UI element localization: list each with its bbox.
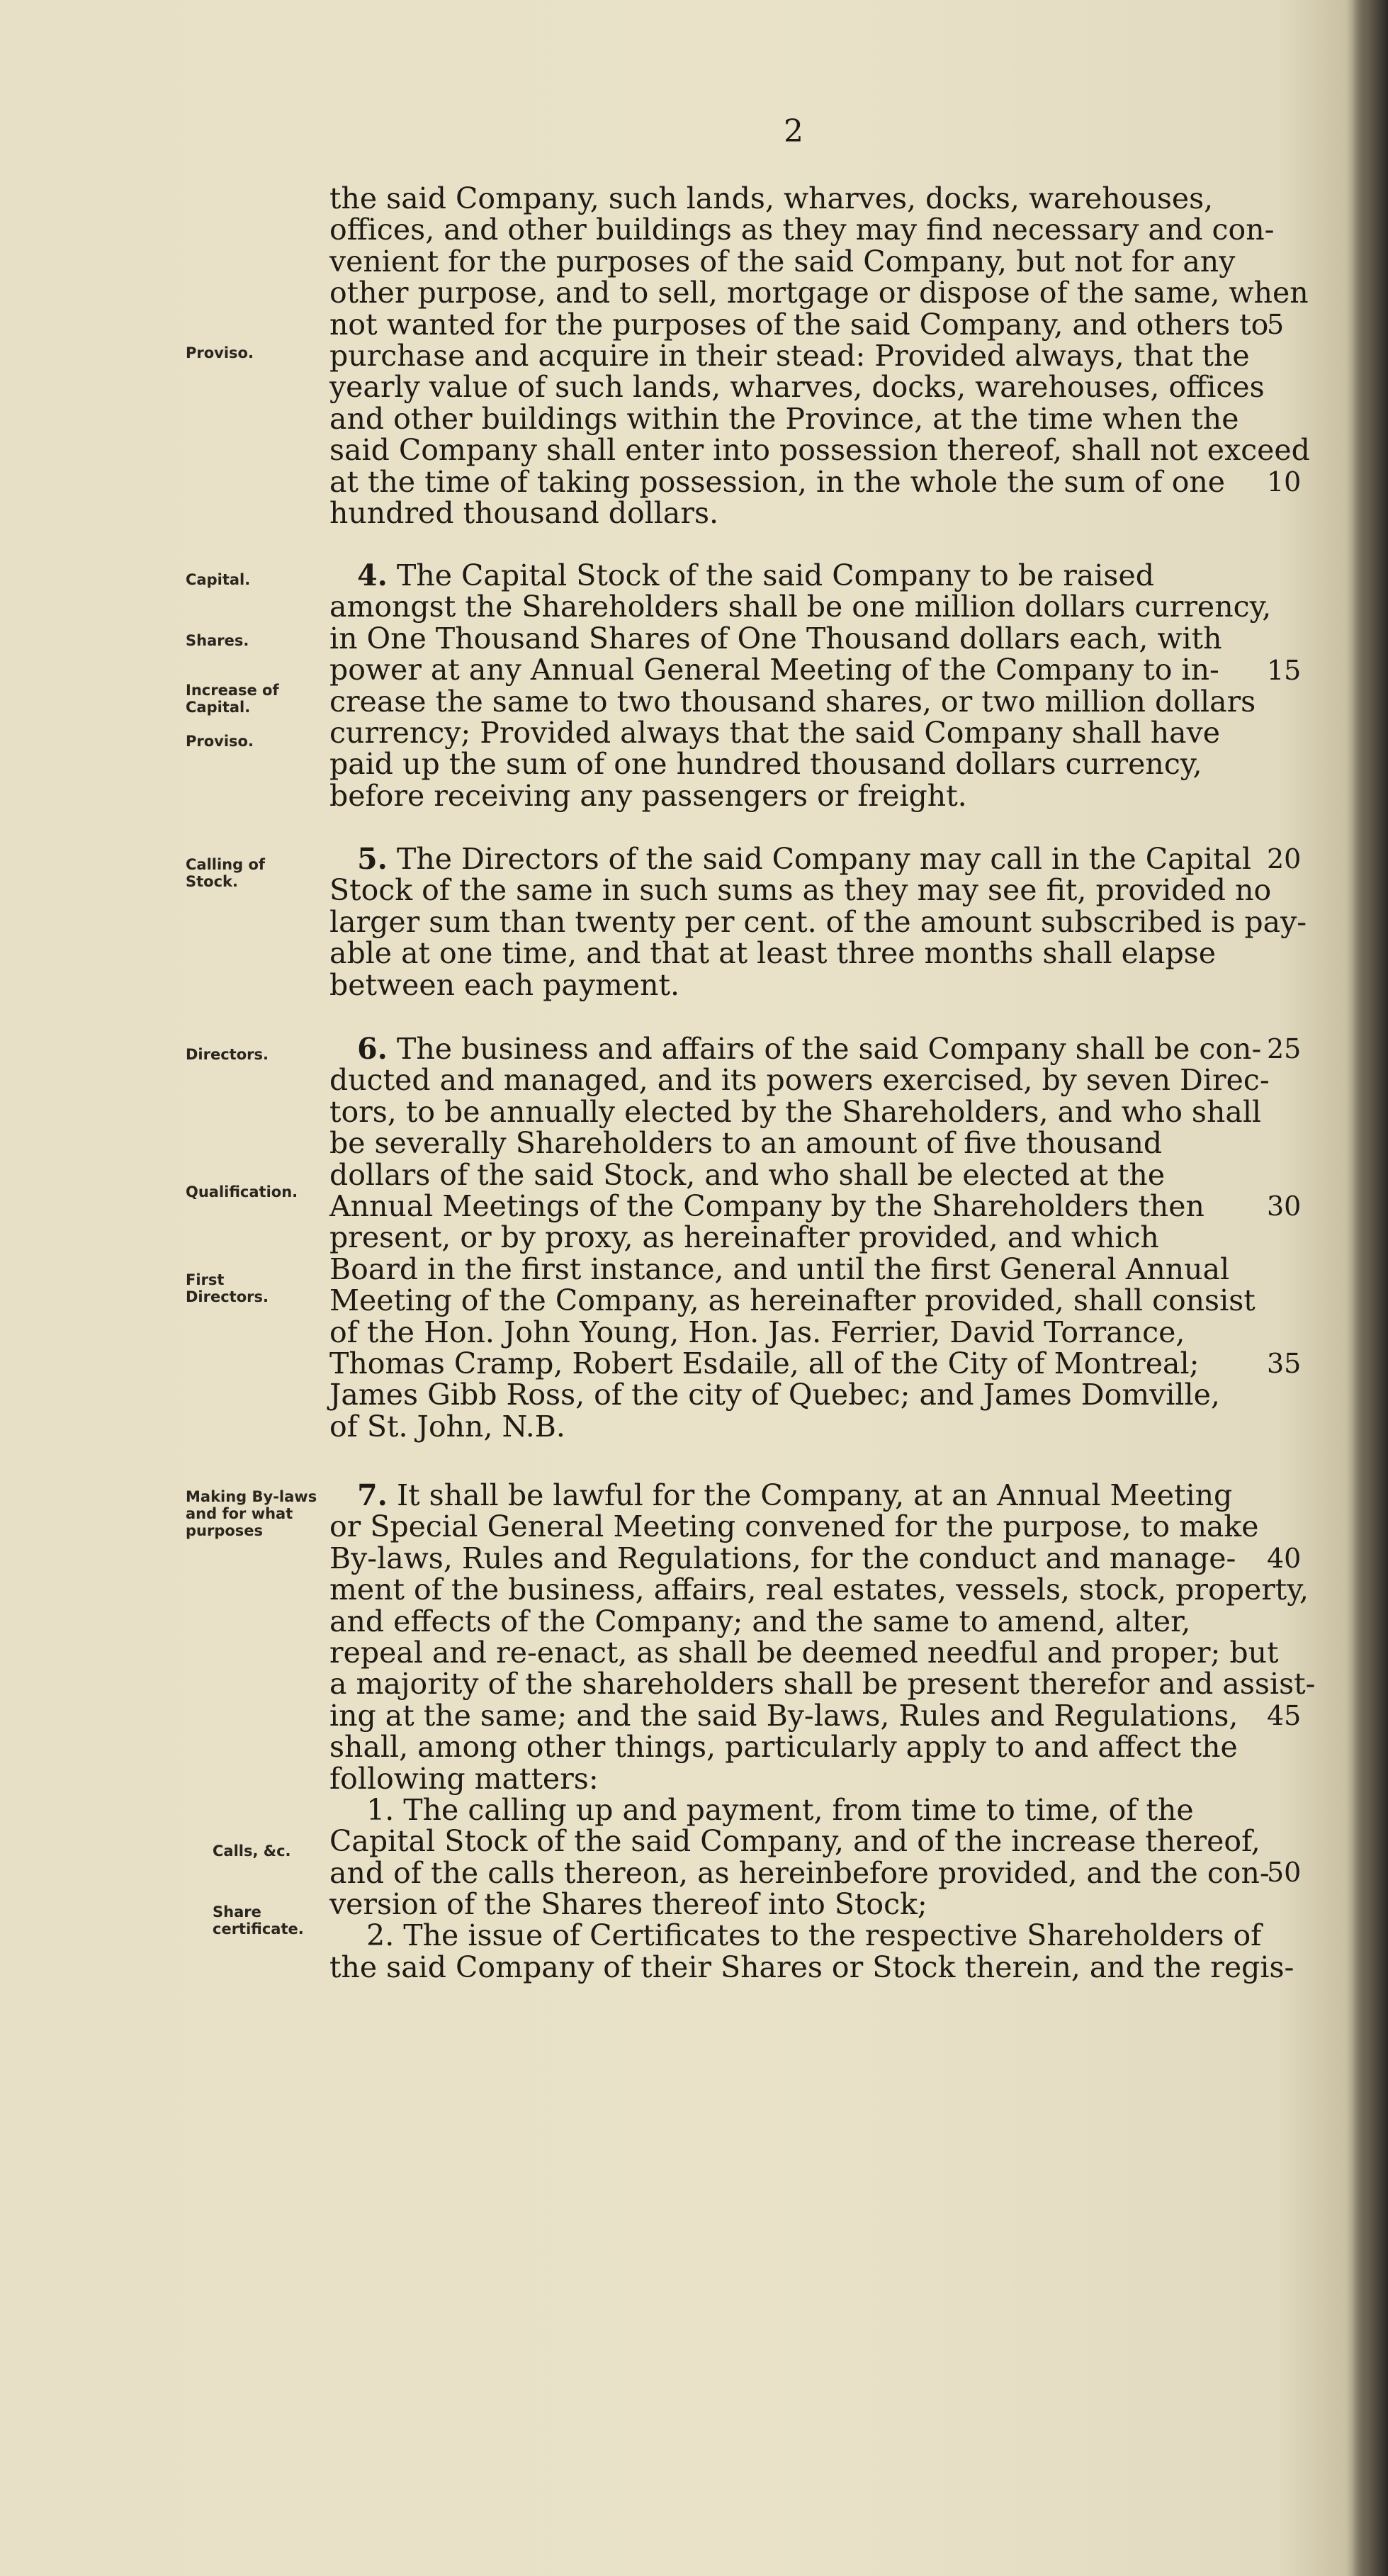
text-line: repeal and re-enact, as shall be deemed needful and proper; but [329, 1635, 1279, 1670]
text-line: ment of the business, affairs, real estates, vessels, stock, property, [329, 1573, 1309, 1607]
text-line: Thomas Cramp, Robert Esdaile, all of the City of Montreal; [329, 1346, 1200, 1380]
text-line: version of the Shares thereof into Stock; [329, 1887, 927, 1922]
margin-note-increase-of-capital: Increase of Capital. [186, 682, 279, 716]
text-line: of the Hon. John Young, Hon. Jas. Ferrier, David Torrance, [329, 1315, 1185, 1349]
page-number: 2 [784, 113, 803, 150]
margin-note-shares: Shares. [186, 632, 249, 649]
text-line: between each payment. [329, 967, 680, 1002]
text-line: not wanted for the purposes of the said Company, and others to [329, 307, 1269, 342]
margin-note-proviso: Proviso. [186, 344, 254, 361]
line-number: 5 [1267, 309, 1285, 340]
text-line: a majority of the shareholders shall be present therefor and assist- [329, 1667, 1316, 1702]
margin-note-qualification: Qualification. [186, 1183, 298, 1200]
text-line: purchase and acquire in their stead: Provided always, that the [329, 338, 1250, 373]
line-number: 15 [1267, 655, 1302, 686]
line-number: 45 [1267, 1700, 1302, 1731]
text-line: power at any Annual General Meeting of the Company to in- [329, 653, 1219, 687]
text-line: be severally Shareholders to an amount of five thousand [329, 1126, 1163, 1161]
line-number: 25 [1267, 1033, 1302, 1064]
line-number: 40 [1267, 1543, 1302, 1574]
text-line: before receiving any passengers or freight. [329, 778, 967, 813]
text-line: the said Company of their Shares or Stock therein, and the regis- [329, 1950, 1294, 1984]
line-number: 20 [1267, 843, 1302, 874]
text-line: dollars of the said Stock, and who shall be elected at the [329, 1157, 1166, 1192]
text-line: present, or by proxy, as hereinafter provided, and which [329, 1220, 1159, 1255]
text-line: James Gibb Ross, of the city of Quebec; and James Domville, [329, 1378, 1220, 1412]
margin-note-capital: Capital. [186, 571, 251, 588]
margin-note-first-directors: First Directors. [186, 1271, 269, 1305]
text-line: of St. John, N.B. [329, 1409, 565, 1444]
line-number: 30 [1267, 1191, 1302, 1222]
text-line: Meeting of the Company, as hereinafter provided, shall consist [329, 1283, 1256, 1318]
text-line: and effects of the Company; and the same to amend, alter, [329, 1604, 1191, 1638]
text-line: larger sum than twenty per cent. of the amount subscribed is pay- [329, 904, 1307, 939]
text-line: offices, and other buildings as they may find necessary and con- [329, 213, 1275, 247]
text-line: 2. The issue of Certificates to the respective Shareholders of [366, 1918, 1262, 1953]
line-number: 10 [1267, 466, 1302, 497]
section-6 [329, 1032, 1270, 1444]
text-line: tors, to be annually elected by the Shareholders, and who shall [329, 1094, 1262, 1129]
text-line: 7. It shall be lawful for the Company, at an Annual Meeting [357, 1478, 1233, 1512]
margin-note-making-by-laws: Making By-laws and for what purposes [186, 1488, 317, 1539]
text-line: paid up the sum of one hundred thousand dollars currency, [329, 747, 1202, 782]
text-line: ing at the same; and the said By-laws, Rules and Regulations, [329, 1698, 1239, 1733]
text-line: yearly value of such lands, wharves, docks, warehouses, offices [329, 370, 1265, 405]
text-line: Board in the first instance, and until the first General Annual [329, 1252, 1230, 1286]
text-line: other purpose, and to sell, mortgage or dispose of the same, when [329, 276, 1309, 310]
text-line: and of the calls thereon, as hereinbefore provided, and the con- [329, 1855, 1270, 1890]
section-number: 7. [357, 1478, 388, 1512]
text-line: Capital Stock of the said Company, and of the increase thereof, [329, 1824, 1260, 1859]
text-line: currency; Provided always that the said Company shall have [329, 715, 1221, 750]
text-line: venient for the purposes of the said Company, but not for any [329, 244, 1236, 279]
text-line: 6. The business and affairs of the said Company shall be con- [357, 1032, 1262, 1066]
text-line: amongst the Shareholders shall be one million dollars currency, [329, 590, 1272, 624]
section-4 [329, 558, 1272, 813]
margin-note-share-certificate: Share certificate. [213, 1903, 304, 1937]
text-line: the said Company, such lands, wharves, docks, warehouses, [329, 181, 1214, 215]
text-line: Annual Meetings of the Company by the Shareholders then [329, 1188, 1204, 1223]
margin-note-directors: Directors. [186, 1046, 269, 1063]
text-line: able at one time, and that at least three months shall elapse [329, 936, 1217, 971]
text-line: or Special General Meeting convened for the purpose, to make [329, 1509, 1259, 1544]
text-line: in One Thousand Shares of One Thousand dollars each, with [329, 621, 1222, 656]
margin-note-calling-of-stock: Calling of Stock. [186, 856, 266, 890]
text-line: By-laws, Rules and Regulations, for the conduct and manage- [329, 1541, 1236, 1575]
text-line: 1. The calling up and payment, from time to time, of the [366, 1792, 1194, 1827]
text-line: hundred thousand dollars. [329, 495, 719, 530]
text-line: at the time of taking possession, in the whole the sum of one [329, 464, 1226, 499]
section-number: 6. [357, 1032, 388, 1066]
line-number: 35 [1267, 1348, 1302, 1379]
text-line: shall, among other things, particularly apply to and affect the [329, 1730, 1238, 1765]
text-line: 5. The Directors of the said Company may call in the Capital [357, 842, 1251, 876]
section-number: 4. [357, 558, 388, 592]
text-line: 4. The Capital Stock of the said Company to be raised [357, 558, 1154, 592]
text-line: crease the same to two thousand shares, or two million dollars [329, 684, 1256, 719]
text-line: Stock of the same in such sums as they may see fit, provided no [329, 873, 1272, 908]
text-line: following matters: [329, 1761, 599, 1796]
section-number: 5. [357, 842, 388, 876]
text-line: ducted and managed, and its powers exercised, by seven Direc- [329, 1063, 1270, 1098]
line-number: 50 [1267, 1857, 1302, 1888]
text-line: and other buildings within the Province, at the time when the [329, 401, 1239, 436]
margin-note-proviso-2: Proviso. [186, 733, 254, 750]
margin-note-calls: Calls, &c. [213, 1843, 291, 1860]
text-line: said Company shall enter into possession thereof, shall not exceed [329, 433, 1310, 468]
book-spine-shadow [1353, 0, 1388, 2576]
